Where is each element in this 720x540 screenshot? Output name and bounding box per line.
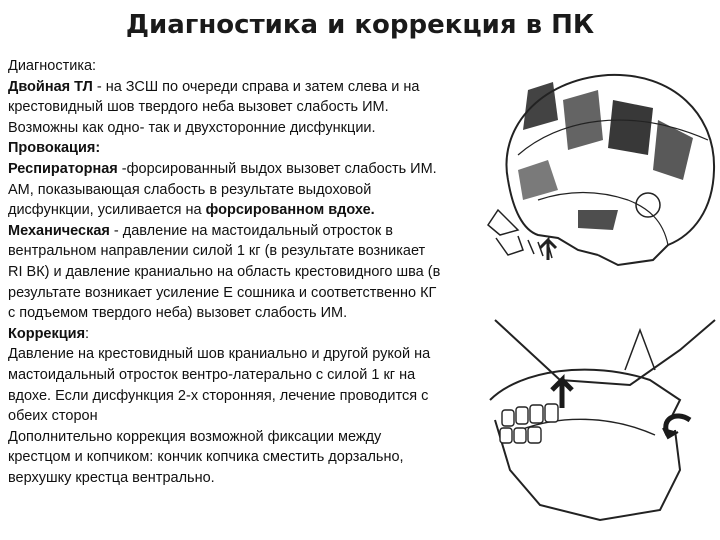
text-segment: Давление на крестовидный шов краниально и другой рукой на xyxy=(8,346,431,363)
text-segment: вентральном направлении силой 1 кг (в результате возникает xyxy=(8,243,426,260)
text-segment: вдохе. Если дисфункция 2-х сторонняя, лечение проводится с xyxy=(8,387,429,404)
text-line xyxy=(8,365,508,386)
text-segment: крестовидный шов твердого неба вызовет слабость ИМ. xyxy=(8,99,389,116)
text-line xyxy=(8,159,508,180)
bold-text-segment: Коррекция xyxy=(8,325,86,342)
bold-text-segment: Провокация: xyxy=(8,140,101,157)
text-line xyxy=(8,468,508,489)
text-segment: обеих сторон xyxy=(8,408,98,425)
skull-illustration xyxy=(478,60,720,278)
text-line xyxy=(8,241,508,262)
text-segment: крестцом и копчиком: кончик копчика сместить дорзально, xyxy=(8,449,404,466)
text-segment: : xyxy=(85,325,90,342)
text-line xyxy=(8,406,508,427)
text-line xyxy=(8,118,508,139)
text-segment: Диагностика: xyxy=(8,58,97,74)
text-line xyxy=(8,180,508,201)
text-line xyxy=(8,56,508,77)
text-segment: верхушку крестца вентрально. xyxy=(8,469,215,486)
text-segment: - давление на мастоидальный отросток в xyxy=(109,222,393,239)
slide-title: Диагностика и коррекция в ПК xyxy=(125,10,595,40)
text-segment: RI ВК) и давление краниально на область крестовидного шва (в xyxy=(8,263,441,280)
bold-text-segment: Респираторная xyxy=(8,160,118,177)
text-line xyxy=(8,97,508,118)
text-segment: дисфункции, усиливается на xyxy=(8,202,206,219)
text-line xyxy=(8,344,508,365)
text-segment: - на ЗСШ по очереди справа и затем слева и на xyxy=(92,78,420,95)
text-line xyxy=(8,386,508,407)
text-line xyxy=(8,324,508,345)
text-line xyxy=(8,138,508,159)
slide-body-text xyxy=(8,56,508,488)
text-segment: с подъемом твердого неба) вызовет слабость ИМ. xyxy=(8,305,348,322)
text-segment: АМ, показывающая слабость в результате выдоховой xyxy=(8,181,372,198)
text-line xyxy=(8,303,508,324)
text-segment: Дополнительно коррекция возможной фиксации между xyxy=(8,428,382,445)
text-line xyxy=(8,221,508,242)
bold-text-segment: Механическая xyxy=(8,222,110,239)
jaw-illustration xyxy=(480,310,720,530)
text-line xyxy=(8,262,508,283)
text-segment: мастоидальный отросток вентро-латерально с силой 1 кг на xyxy=(8,366,416,383)
text-line xyxy=(8,200,508,221)
text-line xyxy=(8,77,508,98)
text-line xyxy=(8,447,508,468)
text-line xyxy=(8,283,508,304)
text-segment: результате возникает усиление Е сошника и соответственно КГ xyxy=(8,284,437,301)
bold-text-segment: Двойная ТЛ xyxy=(8,78,93,95)
text-segment: Возможны как одно- так и двухсторонние дисфункции. xyxy=(8,119,376,136)
bold-text-segment: форсированном вдохе. xyxy=(205,202,375,219)
text-line xyxy=(8,427,508,448)
text-segment: -форсированный выдох вызовет слабость ИМ. xyxy=(117,160,437,177)
